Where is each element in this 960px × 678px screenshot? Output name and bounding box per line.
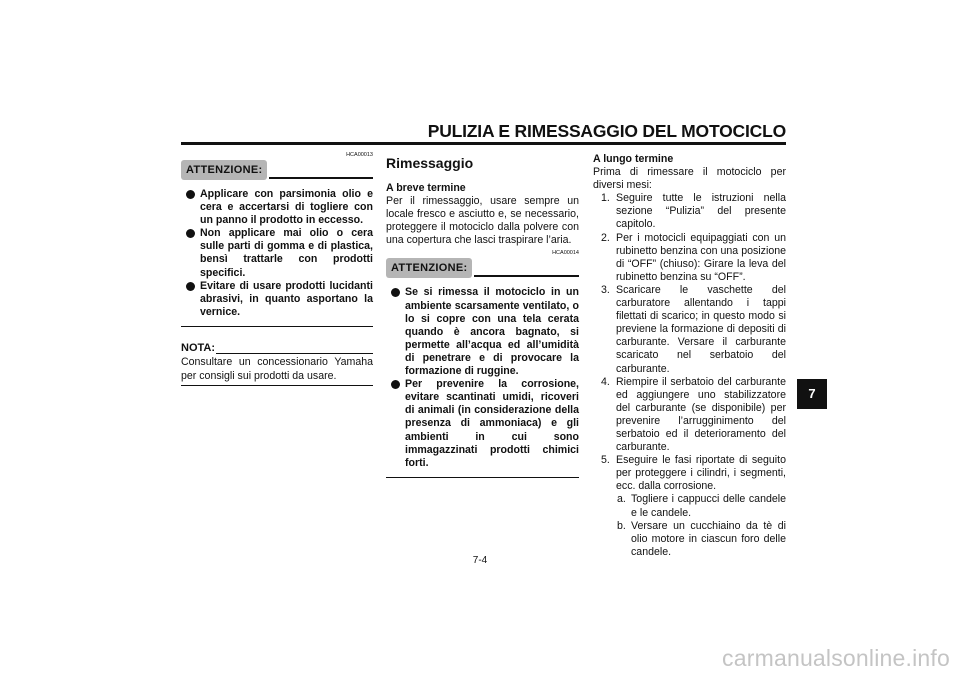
list-item: a. Togliere i cappucci delle candele e le candele.: [617, 493, 786, 519]
short-term-text: Per il rimessaggio, usare sempre un locale fresco e asciutto e, se necessario, proteggere il motociclo dalla polvere con una copertura che lasci traspirare l’aria.: [386, 195, 579, 247]
section-heading: Rimessaggio: [386, 155, 474, 171]
title-rule: [181, 142, 786, 145]
attention-end-rule: [386, 477, 579, 479]
watermark: carmanualsonline.info: [722, 645, 950, 671]
long-term-intro: Prima di rimessare il motociclo per diversi mesi:: [593, 166, 786, 192]
chapter-tab: 7: [797, 379, 827, 409]
steps-list: [593, 192, 786, 559]
list-item: 4. Riempire il serbatoio del carburante ed aggiungere uno stabilizzatore del carburante (se disponibile) per prevenire l’arrugginimento del serbatoio ed il deterioramento del carburante.: [601, 375, 786, 454]
attention-label: ATTENZIONE:: [181, 160, 267, 180]
bullet-icon: [391, 380, 400, 389]
attention-header: [386, 258, 579, 278]
bullet-icon: [186, 229, 195, 238]
list-item: Se si rimessa il motociclo in un ambiente scarsamente ventilato, o lo si copre con una tela cerata quando è ancora bagnato, si permette all’acqua ed all’umidità di penetrare e di provocare la formazione di ruggine.: [386, 286, 579, 378]
list-item: Non applicare mai olio o cera sulle parti di gomma e di plastica, bensì trattarle con prodotti specifici.: [181, 227, 373, 279]
list-item: b. Versare un cucchiaino da tè di olio motore in ciascun foro delle candele.: [617, 519, 786, 558]
attention-list: [386, 286, 579, 469]
list-item: Applicare con parsimonia olio e cera e accertarsi di togliere con un panno il prodotto in eccesso.: [181, 188, 373, 227]
note-text: Consultare un concessionario Yamaha per consigli sui prodotti da usare.: [181, 356, 373, 382]
reference-code: HCA00013: [346, 152, 373, 158]
column-middle: [386, 152, 579, 478]
list-item: 5. Eseguire le fasi riportate di seguito per proteggere i cilindri, i segmenti, ecc. dalla corrosione. a. Togliere i cappucci delle candele e le candele. b. Versare un cucchiaino da tè di olio motore in ciascun foro delle candele.: [601, 454, 786, 558]
substeps-list: [616, 493, 786, 558]
attention-end-rule: [181, 326, 373, 328]
bullet-icon: [186, 282, 195, 291]
list-item: 3. Scaricare le vaschette del carburatore allentando i tappi filettati di scarico; in questo modo si previene la formazione di depositi di carburante. Versare il carburante scaricato nel serbatoio del carburante.: [601, 283, 786, 375]
attention-rule: [474, 275, 579, 277]
list-item: 1. Seguire tutte le istruzioni nella sezione “Pulizia” del presente capitolo.: [601, 192, 786, 231]
list-item: Per prevenire la corrosione, evitare scantinati umidi, ricoveri di animali (in considerazione della presenza di ammoniaca) e gli ambienti in cui sono immagazzinati prodotti chimici forti.: [386, 378, 579, 470]
subsection-heading: A lungo termine: [593, 153, 674, 165]
attention-rule: [269, 177, 373, 179]
note-header: [181, 342, 373, 356]
note-end-rule: [181, 385, 373, 386]
attention-header: [181, 160, 373, 180]
bullet-icon: [391, 288, 400, 297]
reference-code: HCA00014: [552, 250, 579, 257]
page-title: PULIZIA E RIMESSAGGIO DEL MOTOCICLO: [427, 121, 786, 141]
attention-list: [181, 188, 373, 319]
list-item: 2. Per i motocicli equipaggiati con un rubinetto benzina con una posizione di “OFF” (chiuso): Girare la leva del rubinetto benzina su “OFF”.: [601, 231, 786, 283]
subsection-heading: A breve termine: [386, 182, 466, 194]
column-left: [181, 152, 373, 386]
list-item: Evitare di usare prodotti lucidanti abrasivi, in quanto asportano la vernice.: [181, 280, 373, 319]
column-right: [593, 153, 786, 559]
note-label: NOTA:: [181, 342, 216, 355]
bullet-icon: [186, 190, 195, 199]
note-rule: [216, 353, 373, 354]
attention-label: ATTENZIONE:: [386, 258, 472, 278]
page-number: 7-4: [472, 555, 488, 566]
